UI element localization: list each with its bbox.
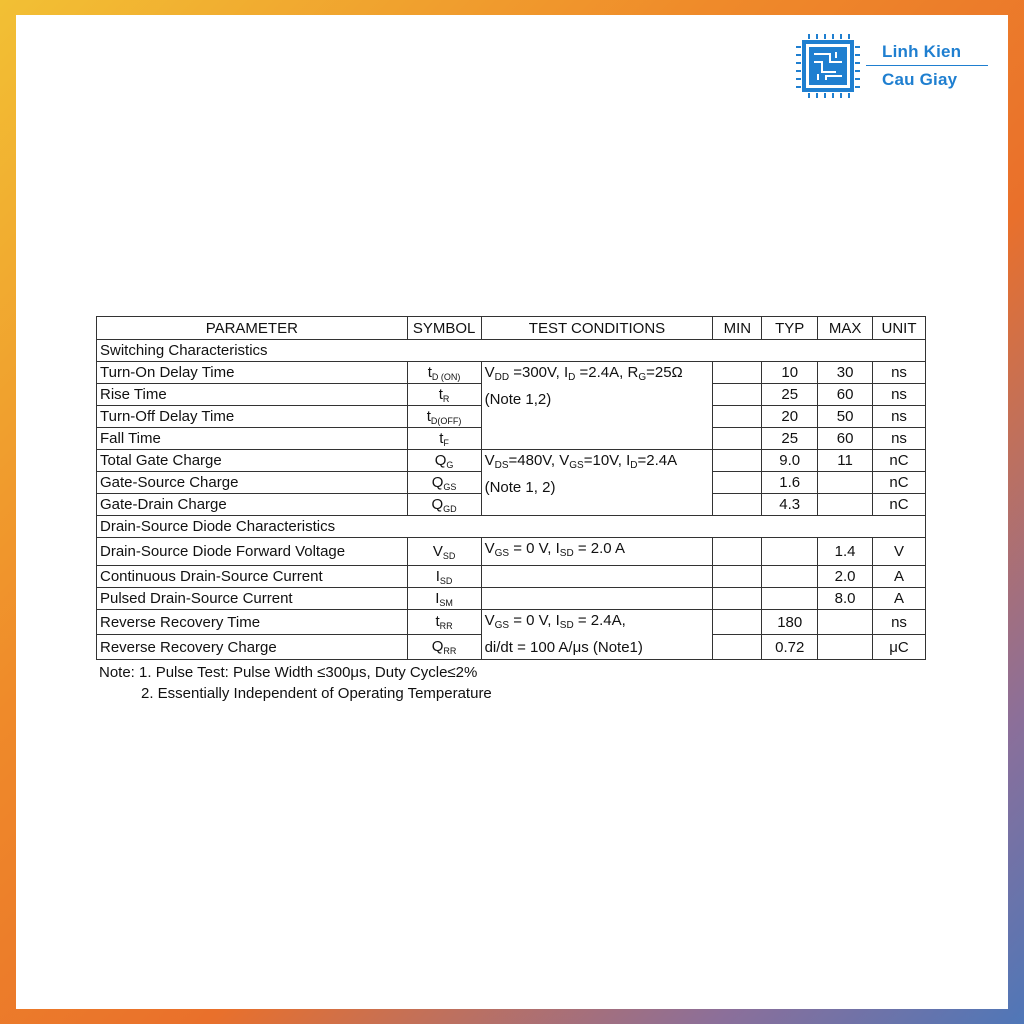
- test-condition-line: [485, 538, 710, 565]
- symbol-subscript: RR: [439, 621, 453, 631]
- symbol-cell: [407, 362, 481, 384]
- brand-name-line1: Linh Kien: [882, 42, 962, 61]
- typ-cell: 4.3: [762, 494, 818, 516]
- condition-subscript: SD: [559, 548, 574, 559]
- condition-text: = 2.0 A: [573, 540, 625, 557]
- section-header-row: [97, 516, 926, 538]
- condition-text: di/dt = 100 A/μs (Note1): [484, 639, 643, 656]
- header-max: MAX: [818, 317, 873, 340]
- header-min: MIN: [713, 317, 762, 340]
- parameter-cell: Gate-Source Charge: [97, 472, 408, 494]
- max-cell: 8.0: [818, 588, 873, 610]
- parameter-cell: Continuous Drain-Source Current: [97, 566, 408, 588]
- note-1: Note: 1. Pulse Test: Pulse Width ≤300μs, Duty Cycle≤2%: [99, 664, 478, 681]
- typ-cell: 25: [762, 428, 818, 450]
- symbol-cell: [407, 494, 481, 516]
- table-row: [97, 610, 926, 635]
- typ-cell: 0.72: [762, 635, 818, 660]
- max-cell: 2.0: [818, 566, 873, 588]
- condition-subscript: GS: [494, 548, 510, 559]
- condition-subscript: GS: [494, 620, 510, 631]
- symbol-cell: [407, 635, 481, 660]
- symbol-cell: [407, 566, 481, 588]
- symbol-subscript: SD: [442, 550, 456, 561]
- test-condition-cell: [481, 362, 713, 450]
- symbol-subscript: D(OFF): [430, 415, 462, 426]
- unit-cell: A: [873, 566, 926, 588]
- parameter-cell: Pulsed Drain-Source Current: [97, 588, 408, 610]
- unit-cell: nC: [873, 472, 926, 494]
- parameter-cell: Rise Time: [97, 384, 408, 406]
- condition-subscript: G: [638, 372, 647, 383]
- unit-cell: ns: [873, 406, 926, 428]
- electrical-characteristics-table: [96, 316, 926, 660]
- typ-cell: 25: [762, 384, 818, 406]
- typ-cell: 20: [762, 406, 818, 428]
- typ-cell: 10: [762, 362, 818, 384]
- condition-text: =300V, I: [509, 364, 569, 381]
- brand-logo: [796, 34, 996, 98]
- header-typ: TYP: [762, 317, 818, 340]
- max-cell: 60: [818, 428, 873, 450]
- symbol-cell: [407, 610, 481, 635]
- unit-cell: ns: [873, 384, 926, 406]
- condition-text: =2.4A: [637, 452, 678, 469]
- test-condition-line: [485, 450, 710, 477]
- typ-cell: 180: [762, 610, 818, 635]
- table-row: [97, 588, 926, 610]
- brand-divider: [866, 65, 988, 66]
- condition-text: (Note 1,2): [484, 391, 552, 408]
- symbol-letter: Q: [431, 495, 444, 513]
- typ-cell: [762, 588, 818, 610]
- condition-text: V: [484, 612, 495, 629]
- header-symbol: SYMBOL: [407, 317, 481, 340]
- symbol-letter: I: [435, 589, 440, 607]
- min-cell: [713, 362, 762, 384]
- condition-subscript: GS: [569, 460, 584, 471]
- condition-subscript: DD: [494, 372, 510, 383]
- test-condition-cell: [481, 450, 713, 516]
- unit-cell: nC: [873, 450, 926, 472]
- header-parameter: PARAMETER: [97, 317, 408, 340]
- condition-text: (Note 1, 2): [484, 479, 556, 496]
- condition-text: = 0 V, I: [509, 540, 560, 557]
- symbol-subscript: R: [442, 393, 450, 404]
- symbol-letter: Q: [431, 638, 444, 655]
- symbol-letter: t: [435, 613, 440, 630]
- symbol-letter: t: [439, 429, 444, 447]
- symbol-subscript: F: [443, 437, 449, 448]
- typ-cell: [762, 566, 818, 588]
- min-cell: [713, 450, 762, 472]
- max-cell: [818, 472, 873, 494]
- symbol-cell: [407, 428, 481, 450]
- section-title: Switching Characteristics: [97, 340, 926, 362]
- symbol-cell: [407, 450, 481, 472]
- max-cell: 60: [818, 384, 873, 406]
- table-row: [97, 538, 926, 566]
- symbol-subscript: GD: [443, 503, 457, 514]
- condition-text: V: [484, 364, 495, 381]
- table-row: [97, 362, 926, 384]
- min-cell: [713, 428, 762, 450]
- header-unit: UNIT: [873, 317, 926, 340]
- symbol-letter: Q: [434, 451, 447, 469]
- symbol-letter: V: [432, 542, 443, 560]
- typ-cell: [762, 538, 818, 566]
- brand-name-line2: Cau Giay: [882, 70, 958, 89]
- table-row: [97, 566, 926, 588]
- table-header-row: [97, 317, 926, 340]
- symbol-letter: t: [438, 385, 443, 403]
- min-cell: [713, 566, 762, 588]
- notes: [99, 662, 492, 704]
- min-cell: [713, 406, 762, 428]
- test-condition-cell: [481, 610, 713, 660]
- condition-subscript: D: [630, 460, 638, 471]
- test-condition-line: [485, 637, 710, 659]
- condition-subscript: D: [568, 372, 576, 383]
- symbol-subscript: G: [446, 459, 454, 470]
- unit-cell: μC: [873, 635, 926, 660]
- note-2: 2. Essentially Independent of Operating Temperature: [141, 685, 492, 702]
- max-cell: [818, 635, 873, 660]
- parameter-cell: Total Gate Charge: [97, 450, 408, 472]
- parameter-cell: Gate-Drain Charge: [97, 494, 408, 516]
- table-body: [97, 340, 926, 660]
- condition-text: V: [484, 452, 495, 469]
- parameter-cell: Reverse Recovery Charge: [97, 635, 408, 660]
- condition-text: =480V, V: [508, 452, 570, 469]
- test-condition-cell: [481, 588, 713, 610]
- symbol-cell: [407, 538, 481, 566]
- condition-text: =10V, I: [583, 452, 631, 469]
- max-cell: 11: [818, 450, 873, 472]
- table-row: [97, 450, 926, 472]
- parameter-cell: Reverse Recovery Time: [97, 610, 408, 635]
- header-test-conditions: TEST CONDITIONS: [481, 317, 713, 340]
- condition-text: = 2.4A,: [573, 612, 626, 629]
- min-cell: [713, 610, 762, 635]
- parameter-cell: Turn-On Delay Time: [97, 362, 408, 384]
- unit-cell: nC: [873, 494, 926, 516]
- condition-text: =2.4A, R: [575, 364, 639, 381]
- symbol-cell: [407, 384, 481, 406]
- symbol-subscript: SD: [439, 575, 453, 586]
- condition-text: = 0 V, I: [509, 612, 560, 629]
- min-cell: [713, 472, 762, 494]
- unit-cell: ns: [873, 362, 926, 384]
- test-condition-line: [485, 477, 710, 499]
- condition-text: V: [484, 540, 495, 557]
- unit-cell: A: [873, 588, 926, 610]
- max-cell: 1.4: [818, 538, 873, 566]
- symbol-subscript: D (ON): [431, 371, 461, 382]
- symbol-letter: t: [426, 407, 431, 425]
- typ-cell: 1.6: [762, 472, 818, 494]
- symbol-subscript: RR: [443, 646, 457, 656]
- condition-text: =25Ω: [646, 364, 683, 381]
- test-condition-line: [485, 362, 710, 389]
- symbol-letter: t: [427, 363, 432, 381]
- min-cell: [713, 635, 762, 660]
- parameter-cell: Drain-Source Diode Forward Voltage: [97, 538, 408, 566]
- min-cell: [713, 384, 762, 406]
- parameter-cell: Fall Time: [97, 428, 408, 450]
- min-cell: [713, 538, 762, 566]
- symbol-subscript: GS: [443, 481, 457, 492]
- max-cell: [818, 494, 873, 516]
- symbol-letter: Q: [431, 473, 444, 491]
- symbol-cell: [407, 472, 481, 494]
- symbol-cell: [407, 406, 481, 428]
- symbol-cell: [407, 588, 481, 610]
- min-cell: [713, 588, 762, 610]
- section-header-row: [97, 340, 926, 362]
- symbol-letter: I: [435, 567, 440, 585]
- test-condition-cell: [481, 566, 713, 588]
- circuit-chip-icon: [796, 34, 860, 98]
- condition-subscript: SD: [559, 620, 574, 631]
- test-condition-cell: [481, 538, 713, 566]
- condition-subscript: DS: [494, 460, 509, 471]
- unit-cell: ns: [873, 610, 926, 635]
- max-cell: [818, 610, 873, 635]
- test-condition-line: [485, 610, 710, 637]
- symbol-subscript: SM: [439, 597, 453, 608]
- test-condition-line: [485, 389, 710, 411]
- section-title: Drain-Source Diode Characteristics: [97, 516, 926, 538]
- max-cell: 30: [818, 362, 873, 384]
- max-cell: 50: [818, 406, 873, 428]
- parameter-cell: Turn-Off Delay Time: [97, 406, 408, 428]
- unit-cell: ns: [873, 428, 926, 450]
- unit-cell: V: [873, 538, 926, 566]
- min-cell: [713, 494, 762, 516]
- typ-cell: 9.0: [762, 450, 818, 472]
